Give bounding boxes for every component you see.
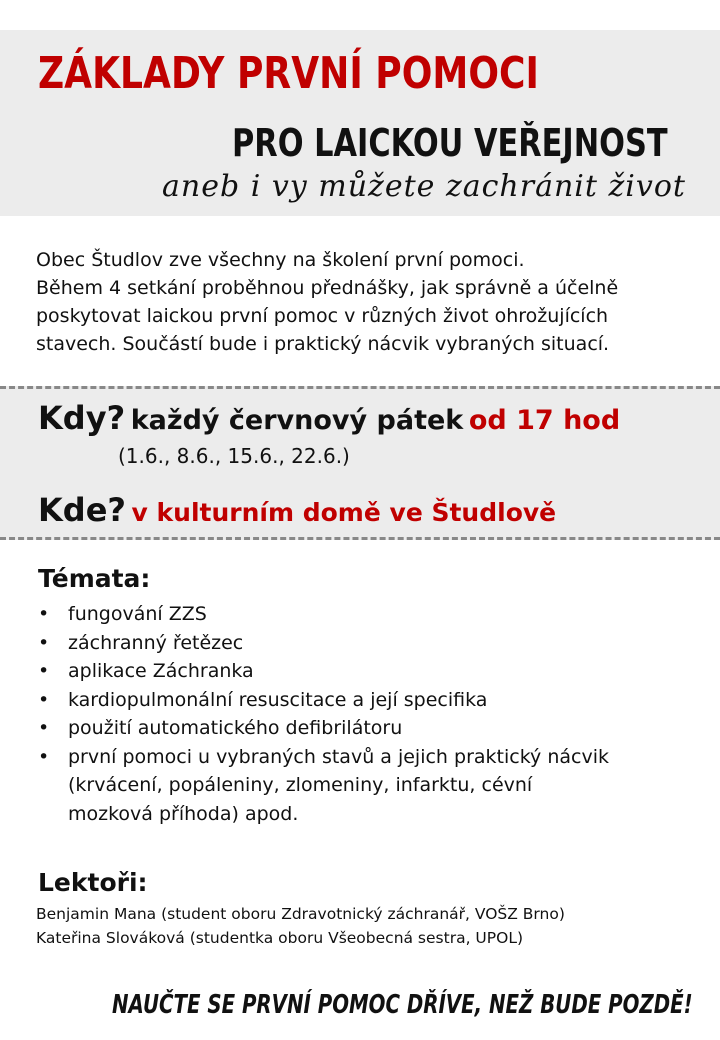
where-line [38,491,557,529]
list-item [38,629,698,658]
bullet-icon: • [38,717,50,739]
list-item [38,600,698,629]
list-item [38,657,698,686]
subtitle-tagline: aneb i vy můžete zachránit život [162,169,686,204]
when-time: od 17 hod [468,405,621,436]
list-item-text: (krvácení, popáleniny, zlomeniny, infarktu, cévní [68,774,533,796]
list-item [38,743,698,829]
intro-paragraph [36,246,706,358]
intro-line: Během 4 setkání proběhnou přednášky, jak správně a účelně [36,277,619,299]
lecturer-entry: Kateřina Slováková (studentka oboru Všeobecná sestra, UPOL) [36,929,524,947]
when-text: každý červnový pátek [130,405,464,436]
list-item-text: první pomoci u vybraných stavů a jejich praktický nácvik [68,745,609,768]
list-item-text: aplikace Záchranka [68,660,254,682]
when-line [38,399,621,437]
list-item-text: záchranný řetězec [68,631,244,654]
event-dates: (1.6., 8.6., 15.6., 22.6.) [118,444,350,468]
bullet-icon: • [38,660,50,682]
bullet-icon: • [38,631,50,654]
lecturer-entry: Benjamin Mana (student oboru Zdravotnický záchranář, VOŠZ Brno) [36,905,565,923]
list-item-text: mozková příhoda) apod. [68,802,299,825]
title-secondary: PRO LAICKOU VEŘEJNOST [232,121,668,165]
bullet-icon: • [38,603,50,625]
when-label: Kdy? [38,399,126,437]
title-primary: ZÁKLADY PRVNÍ POMOCI [38,48,539,99]
bullet-icon: • [38,688,50,711]
list-item-text: fungování ZZS [68,603,207,625]
bullet-icon: • [38,745,50,768]
topics-heading: Témata: [38,564,151,593]
where-text: v kulturním domě ve Študlově [131,498,557,527]
list-item-text: použití automatického defibrilátoru [68,717,403,739]
lecturers-heading: Lektoři: [38,868,148,897]
lecturers-list [36,902,706,950]
list-item [38,714,698,743]
where-label: Kde? [38,491,126,529]
footer-slogan: NAUČTE SE PRVNÍ POMOC DŘÍVE, NEŽ BUDE POZDĚ! [112,990,693,1020]
list-item [38,686,698,715]
intro-line: poskytovat laickou první pomoc v různých život ohrožujících [36,305,609,327]
intro-line: Obec Študlov zve všechny na školení první pomoci. [36,249,525,271]
list-item-text: kardiopulmonální resuscitace a její specifika [68,688,488,711]
intro-line: stavech. Součástí bude i praktický nácvik vybraných situací. [36,333,610,355]
topics-list [38,600,698,828]
